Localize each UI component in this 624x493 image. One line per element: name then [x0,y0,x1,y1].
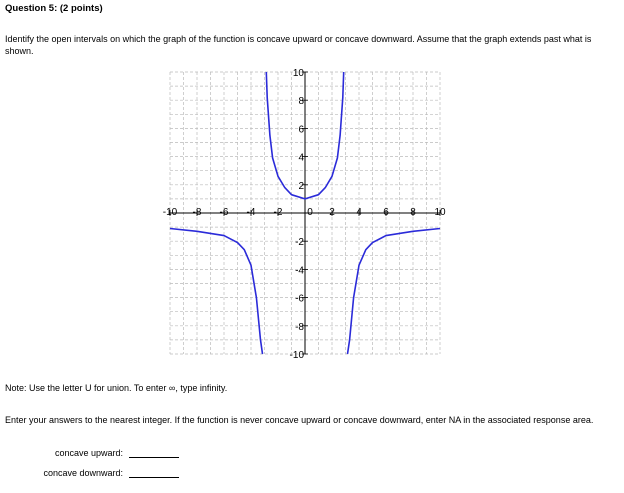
concave-down-row [40,467,179,478]
x-tick-label: 2 [329,207,335,218]
union-note: Note: Use the letter U for union. To enter ∞, type infinity. [5,383,228,393]
answer-instructions: Enter your answers to the nearest integer. If the function is never concave upward or concave downward, enter NA in the associated response area. [5,415,594,425]
y-tick-label: 8 [298,96,304,108]
x-tick-label: -6 [219,207,229,218]
x-tick-label: -8 [192,207,202,218]
x-tick-label: 6 [383,207,389,218]
x-tick-label: 4 [356,207,362,218]
x-tick-label: -4 [246,207,256,218]
concave-down-label: concave downward: [43,468,123,478]
y-tick-label: -10 [289,350,304,358]
y-tick-label: 10 [292,68,304,79]
y-tick-label: 2 [298,180,304,192]
concave-up-input[interactable] [129,447,179,458]
x-tick-label: -2 [273,207,283,218]
x-tick-label: 8 [410,207,416,218]
concave-up-label: concave upward: [54,448,123,458]
x-tick-label: -10 [162,207,178,218]
curve-left-branch [170,229,263,355]
y-tick-label: 6 [298,124,304,136]
concave-up-row [40,447,179,458]
function-graph [150,66,450,358]
x-tick-label: 10 [434,207,446,218]
curve-right-branch [348,229,441,355]
y-tick-label: -2 [295,237,304,249]
question-prompt: Identify the open intervals on which the graph of the function is concave upward or concave downward. Assume that the graph extends past what is shown. [5,34,592,56]
question-title: Question 5: (2 points) [5,3,103,14]
y-tick-label: -8 [295,321,304,333]
x-tick-label: 0 [307,207,313,218]
y-tick-label: -4 [295,265,304,277]
concave-down-input[interactable] [129,467,179,478]
y-tick-label: 4 [298,152,304,164]
y-tick-label: -6 [295,293,304,305]
